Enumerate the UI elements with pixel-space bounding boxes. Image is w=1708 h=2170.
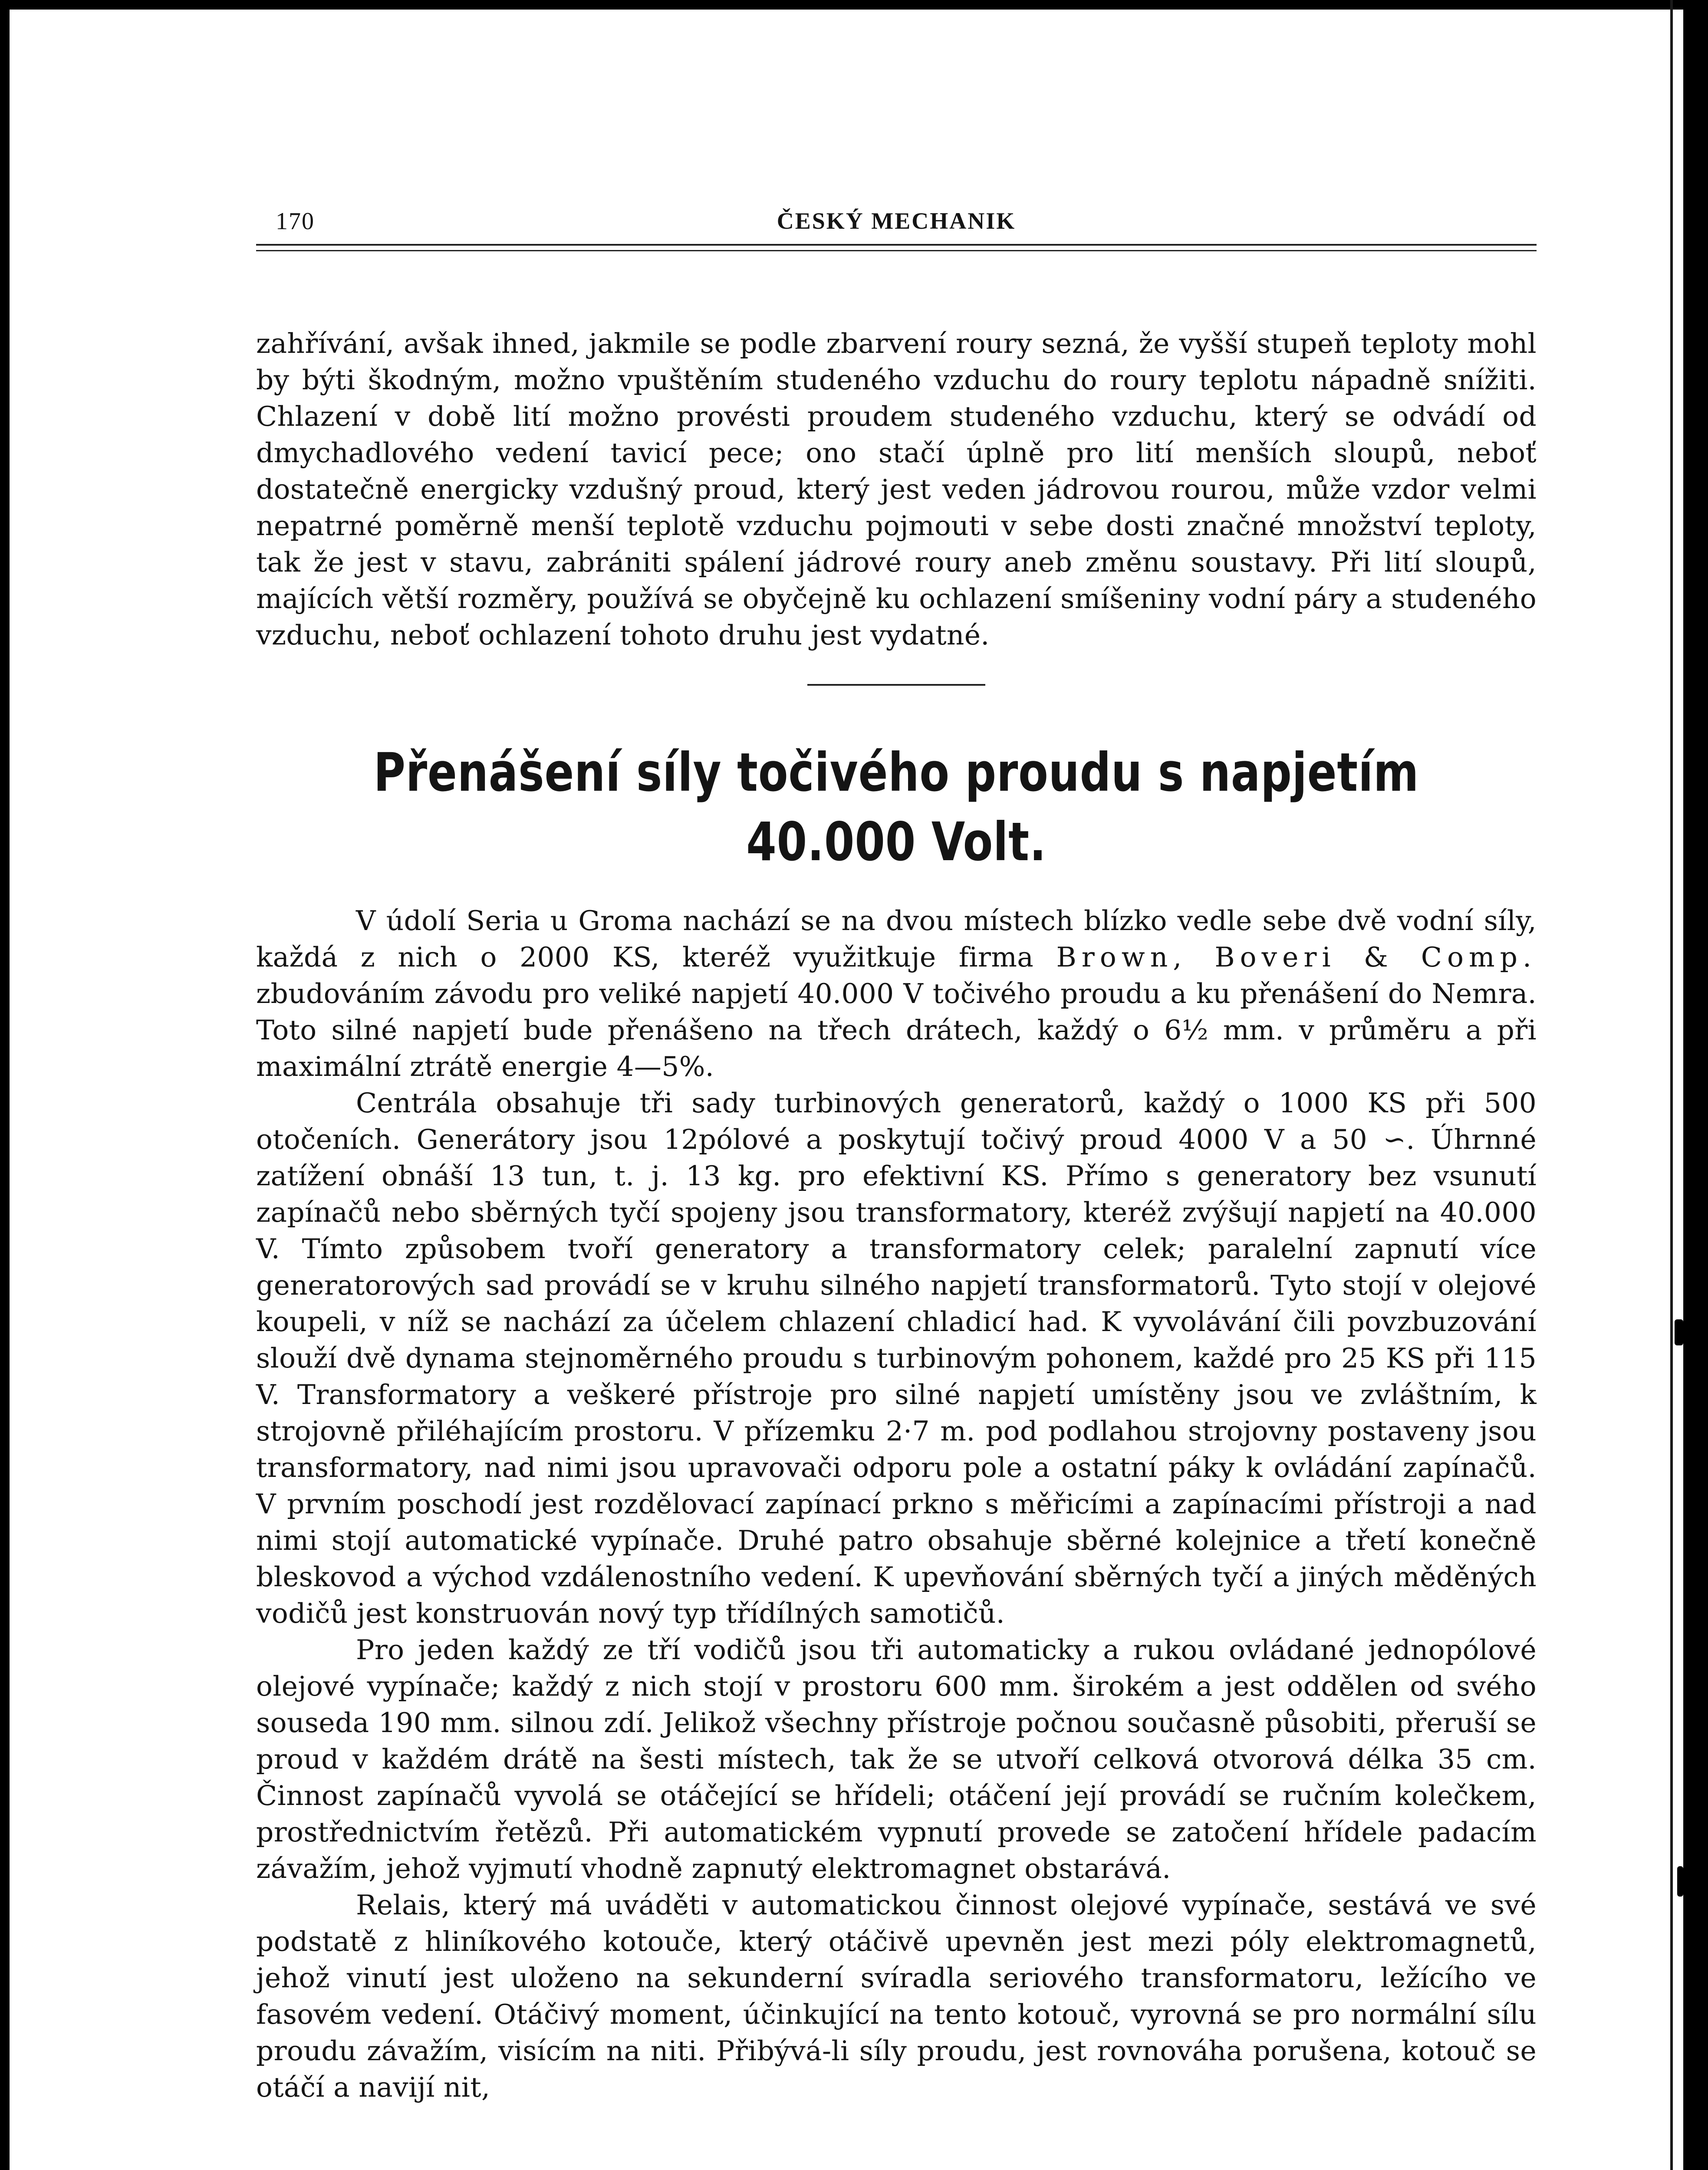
scan-border-right	[1683, 0, 1708, 2170]
article-title-line-2: 40.000 Volt.	[746, 811, 1047, 873]
header-rule	[256, 244, 1537, 246]
scan-edge-mark	[1675, 1319, 1683, 1345]
scan-border-top	[0, 0, 1708, 10]
article-paragraph-3: Pro jeden každý ze tří vodičů jsou tři automaticky a rukou ovládané jednopólové olejové vypínače; každý z nich stojí v prostoru 600 mm. širokém a jest oddělen od svého souseda 190 mm. silnou zdí. Jelikož všechny přístroje počnou současně působiti, přeruší se proud v každém drátě na šesti místech, tak že se utvoří celková otvorová délka 35 cm. Činnost zapínačů vyvolá se otáčející se hřídeli; otáčení její provádí se ručním kolečkem, prostřednictvím řetězů. Při automatickém vypnutí provede se zatočení hřídele padacím závažím, jehož vyjmutí vhodně zapnutý elektromagnet obstarává.	[256, 1634, 1537, 1884]
company-name: Brown, Boveri & Comp.	[1056, 941, 1537, 973]
article-title	[372, 738, 1422, 877]
paragraph-1-text-b: zbudováním závodu pro veliké napjetí 40.000 V točivého proudu a ku přenášení do Nemra. Toto silné napjetí bude přenášeno na třech drátech, každý o 6½ mm. v průměru a při maximální ztrátě energie 4—5%.	[256, 978, 1537, 1082]
article-body	[256, 903, 1537, 2106]
header-rule	[256, 250, 1537, 251]
page-number: 170	[276, 208, 315, 235]
page	[256, 200, 1537, 2106]
scan-border-left	[0, 0, 10, 2170]
article-paragraph-2: Centrála obsahuje tři sady turbinových generatorů, každý o 1000 KS při 500 otočeních. Generátory jsou 12pólové a poskytují točivý proud 4000 V a 50 ∽. Úhrnné zatížení obnáší 13 tun, t. j. 13 kg. pro efektivní KS. Přímo s generatory bez vsunutí zapínačů nebo sběrných tyčí spojeny jsou transformatory, kteréž zvýšují napjetí na 40.000 V. Tímto způsobem tvoří generatory a transformatory celek; paralelní zapnutí více generatorových sad provádí se v kruhu silného napjetí transformatorů. Tyto stojí v olejové koupeli, v níž se nachází za účelem chlazení chladicí had. K vyvolávání čili povzbuzování slouží dvě dynama stejnoměrného proudu s turbinovým pohonem, každé pro 25 KS při 115 V. Transformatory a veškeré přístroje pro silné napjetí umístěny jsou ve zvláštním, k strojovně přiléhajícím prostoru. V přízemku 2·7 m. pod podlahou strojovny postaveny jsou transformatory, nad nimi jsou upravovači odporu pole a ostatní páky k ovládání zapínačů. V prvním poschodí jest rozdělovací zapínací prkno s měřicími a zapínacími přístroji a nad nimi stojí automatické vypínače. Druhé patro obsahuje sběrné kolejnice a třetí konečně bleskovod a východ vzdálenostního vedení. K upevňování sběrných tyčí a jiných měděných vodičů jest konstruován nový typ třídílných samotičů.	[256, 1087, 1537, 1629]
scan-border-right-inner	[1670, 0, 1673, 2170]
paragraph-1-text-a: V údolí Seria u Groma nachází se na dvou místech blízko vedle sebe dvě vodní síly, každá z nich o 2000 KS, kteréž využitkuje firma	[256, 905, 1537, 973]
article-paragraph-1	[256, 903, 1537, 1085]
page-header	[256, 200, 1537, 239]
article-title-line-1: Přenášení síly točivého proudu s napjetím	[373, 742, 1419, 803]
scan-edge-mark	[1677, 1866, 1683, 1897]
section-divider	[807, 684, 985, 686]
intro-paragraph: zahřívání, avšak ihned, jakmile se podle zbarvení roury sezná, že vyšší stupeň teploty mohl by býti škodným, možno vpuštěním studeného vzduchu do roury teplotu nápadně snížiti. Chlazení v době lití možno provésti proudem studeného vzduchu, který se odvádí od dmychadlového vedení tavicí pece; ono stačí úplně pro lití menších sloupů, neboť dostatečně energicky vzdušný proud, který jest veden jádrovou rourou, může vzdor velmi nepatrné poměrně menší teplotě vzduchu pojmouti v sebe dosti značné množství teploty, tak že jest v stavu, zabrániti spálení jádrové roury aneb změnu soustavy. Při lití sloupů, majících větší rozměry, používá se obyčejně ku ochlazení smíšeniny vodní páry a studeného vzduchu, neboť ochlazení tohoto druhu jest vydatné.	[256, 328, 1537, 651]
article-paragraph-4: Relais, který má uváděti v automatickou činnost olejové vypínače, sestává ve své podstatě z hliníkového kotouče, který otáčivě upevněn jest mezi póly elektromagnetů, jehož vinutí jest uloženo na sekunderní svíradla seriového transformatoru, ležícího ve fasovém vedení. Otáčivý moment, účinkující na tento kotouč, vyrovná se pro normální sílu proudu závažím, visícím na niti. Přibývá-li síly proudu, jest rovnováha porušena, kotouč se otáčí a navijí nit,	[256, 1889, 1537, 2103]
running-title: ČESKÝ MECHANIK	[777, 208, 1016, 234]
